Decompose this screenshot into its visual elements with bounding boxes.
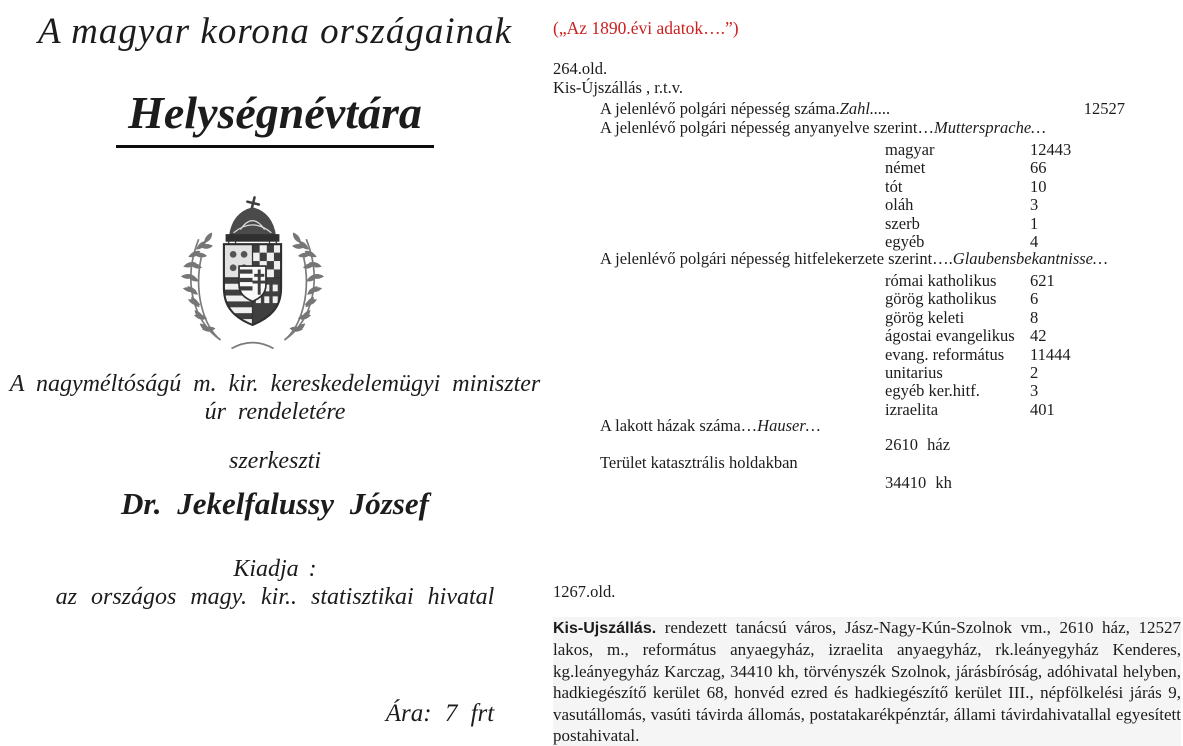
language-section-header	[600, 118, 1183, 138]
table-row	[553, 381, 1183, 399]
row-value: 10	[1030, 176, 1047, 196]
row-value: 3	[1030, 381, 1039, 401]
row-label: evang. református	[885, 344, 1005, 364]
row-value: 4	[1030, 231, 1039, 251]
row-value: 42	[1030, 326, 1047, 346]
table-row	[553, 232, 1183, 250]
table-row	[553, 158, 1183, 176]
row-value: 11444	[1030, 344, 1071, 364]
page-ref-1267: 1267.old.	[553, 582, 616, 601]
commission-statement	[0, 370, 550, 426]
table-row	[553, 177, 1183, 195]
main-title-wrap	[0, 86, 550, 148]
row-label: római katholikus	[885, 271, 997, 290]
editor-label: szerkeszti	[229, 448, 321, 474]
row-value: 621	[1030, 271, 1055, 290]
entry-body: rendezett tanácsú város, Jász-Nagy-Kún-Szolnok vm., 2610 ház, 12527 lakos, m., református anyaegyház, izraelita anyaegyház, rk.leányegyház Kenderes, kg.leányegyház Karczag, 34410 kh, törvényszék Szolnok, járásbíróság, adóhivatal helyben, hadkiegészítő kerület 68, honvéd ezred és hadkiegészítő kerület III., népfölkelési járás 9, vasutállomás, vasúti távirda állomás, postatakarékpénztár, állami távirdahivatallal egyesített postahivatal.	[553, 618, 1181, 746]
title-page	[0, 0, 550, 737]
row-label: egyéb	[885, 231, 925, 251]
data-page	[553, 0, 1183, 746]
publisher-name: az országos magy. kir.. statisztikai hivatal	[55, 584, 495, 610]
population-value: 12527	[1083, 99, 1125, 118]
population-label: A jelenlévő polgári népesség száma.	[600, 99, 840, 118]
language-label: A jelenlévő polgári népesség anyanyelve szerint…	[600, 118, 935, 137]
row-value: 8	[1030, 307, 1039, 327]
houses-line	[600, 416, 1183, 436]
row-label: izraelita	[885, 399, 939, 419]
main-title: Helységnévtára	[116, 86, 434, 148]
area-label: Terület katasztrális holdakban	[600, 453, 798, 472]
row-label: egyéb ker.hitf.	[885, 381, 980, 401]
source-note: („Az 1890.évi adatok….”)	[553, 18, 739, 38]
row-value: 401	[1030, 399, 1055, 419]
row-label: német	[885, 158, 926, 178]
publisher-label: Kiadja :	[233, 556, 317, 582]
row-value: 66	[1030, 158, 1047, 178]
row-value: 12443	[1030, 140, 1072, 159]
commission-line1: A nagyméltóságú m. kir. kereskedelemügyi miniszter	[9, 371, 541, 397]
row-label: oláh	[885, 195, 914, 215]
row-label: magyar	[885, 140, 935, 159]
religion-section-header	[600, 249, 1183, 269]
page-ref-264: 264.old.	[553, 59, 608, 78]
row-label: ágostai evangelikus	[885, 326, 1015, 346]
table-row	[553, 195, 1183, 213]
row-label: tót	[885, 176, 903, 196]
centre-escutcheon	[239, 266, 266, 301]
row-value: 1	[1030, 213, 1039, 233]
houses-value: 2610 ház	[885, 435, 951, 454]
language-table	[553, 140, 1183, 250]
houses-label: A lakott házak száma…	[600, 416, 758, 435]
table-row	[553, 345, 1183, 363]
entry-place-name: Kis-Ujszállás.	[553, 620, 657, 637]
editor-name: Dr. Jekelfalussy József	[121, 486, 429, 521]
row-value: 3	[1030, 195, 1039, 215]
row-label: unitarius	[885, 362, 943, 382]
table-row	[553, 289, 1183, 307]
table-row	[553, 214, 1183, 232]
population-label-foreign: Zahl.....	[839, 99, 891, 118]
commission-line2: úr rendeletére	[204, 399, 346, 425]
place-header: Kis-Újszállás , r.t.v.	[553, 78, 683, 97]
religion-table	[553, 271, 1183, 418]
language-label-foreign: Muttersprache…	[934, 118, 1046, 137]
table-row	[553, 326, 1183, 344]
hungarian-coat-of-arms-icon	[160, 192, 345, 357]
table-row	[553, 140, 1183, 158]
table-row	[553, 308, 1183, 326]
row-value: 2	[1030, 362, 1039, 382]
area-value: 34410 kh	[885, 473, 952, 492]
houses-label-foreign: Hauser…	[757, 416, 821, 435]
row-label: szerb	[885, 213, 920, 233]
row-label: görög keleti	[885, 307, 965, 327]
series-title: A magyar korona országainak	[37, 11, 513, 52]
area-line	[600, 453, 1183, 473]
row-label: görög katholikus	[885, 289, 997, 309]
row-value: 6	[1030, 289, 1039, 309]
table-row	[553, 271, 1183, 289]
price: Ára: 7 frt	[385, 700, 495, 727]
religion-label: A jelenlévő polgári népesség hitfelekerzete szerint….	[600, 249, 953, 268]
population-line	[600, 99, 1183, 119]
gazetteer-entry	[553, 617, 1181, 746]
religion-label-foreign: Glaubensbekantnisse…	[952, 249, 1108, 268]
table-row	[553, 363, 1183, 381]
crown	[226, 196, 280, 251]
